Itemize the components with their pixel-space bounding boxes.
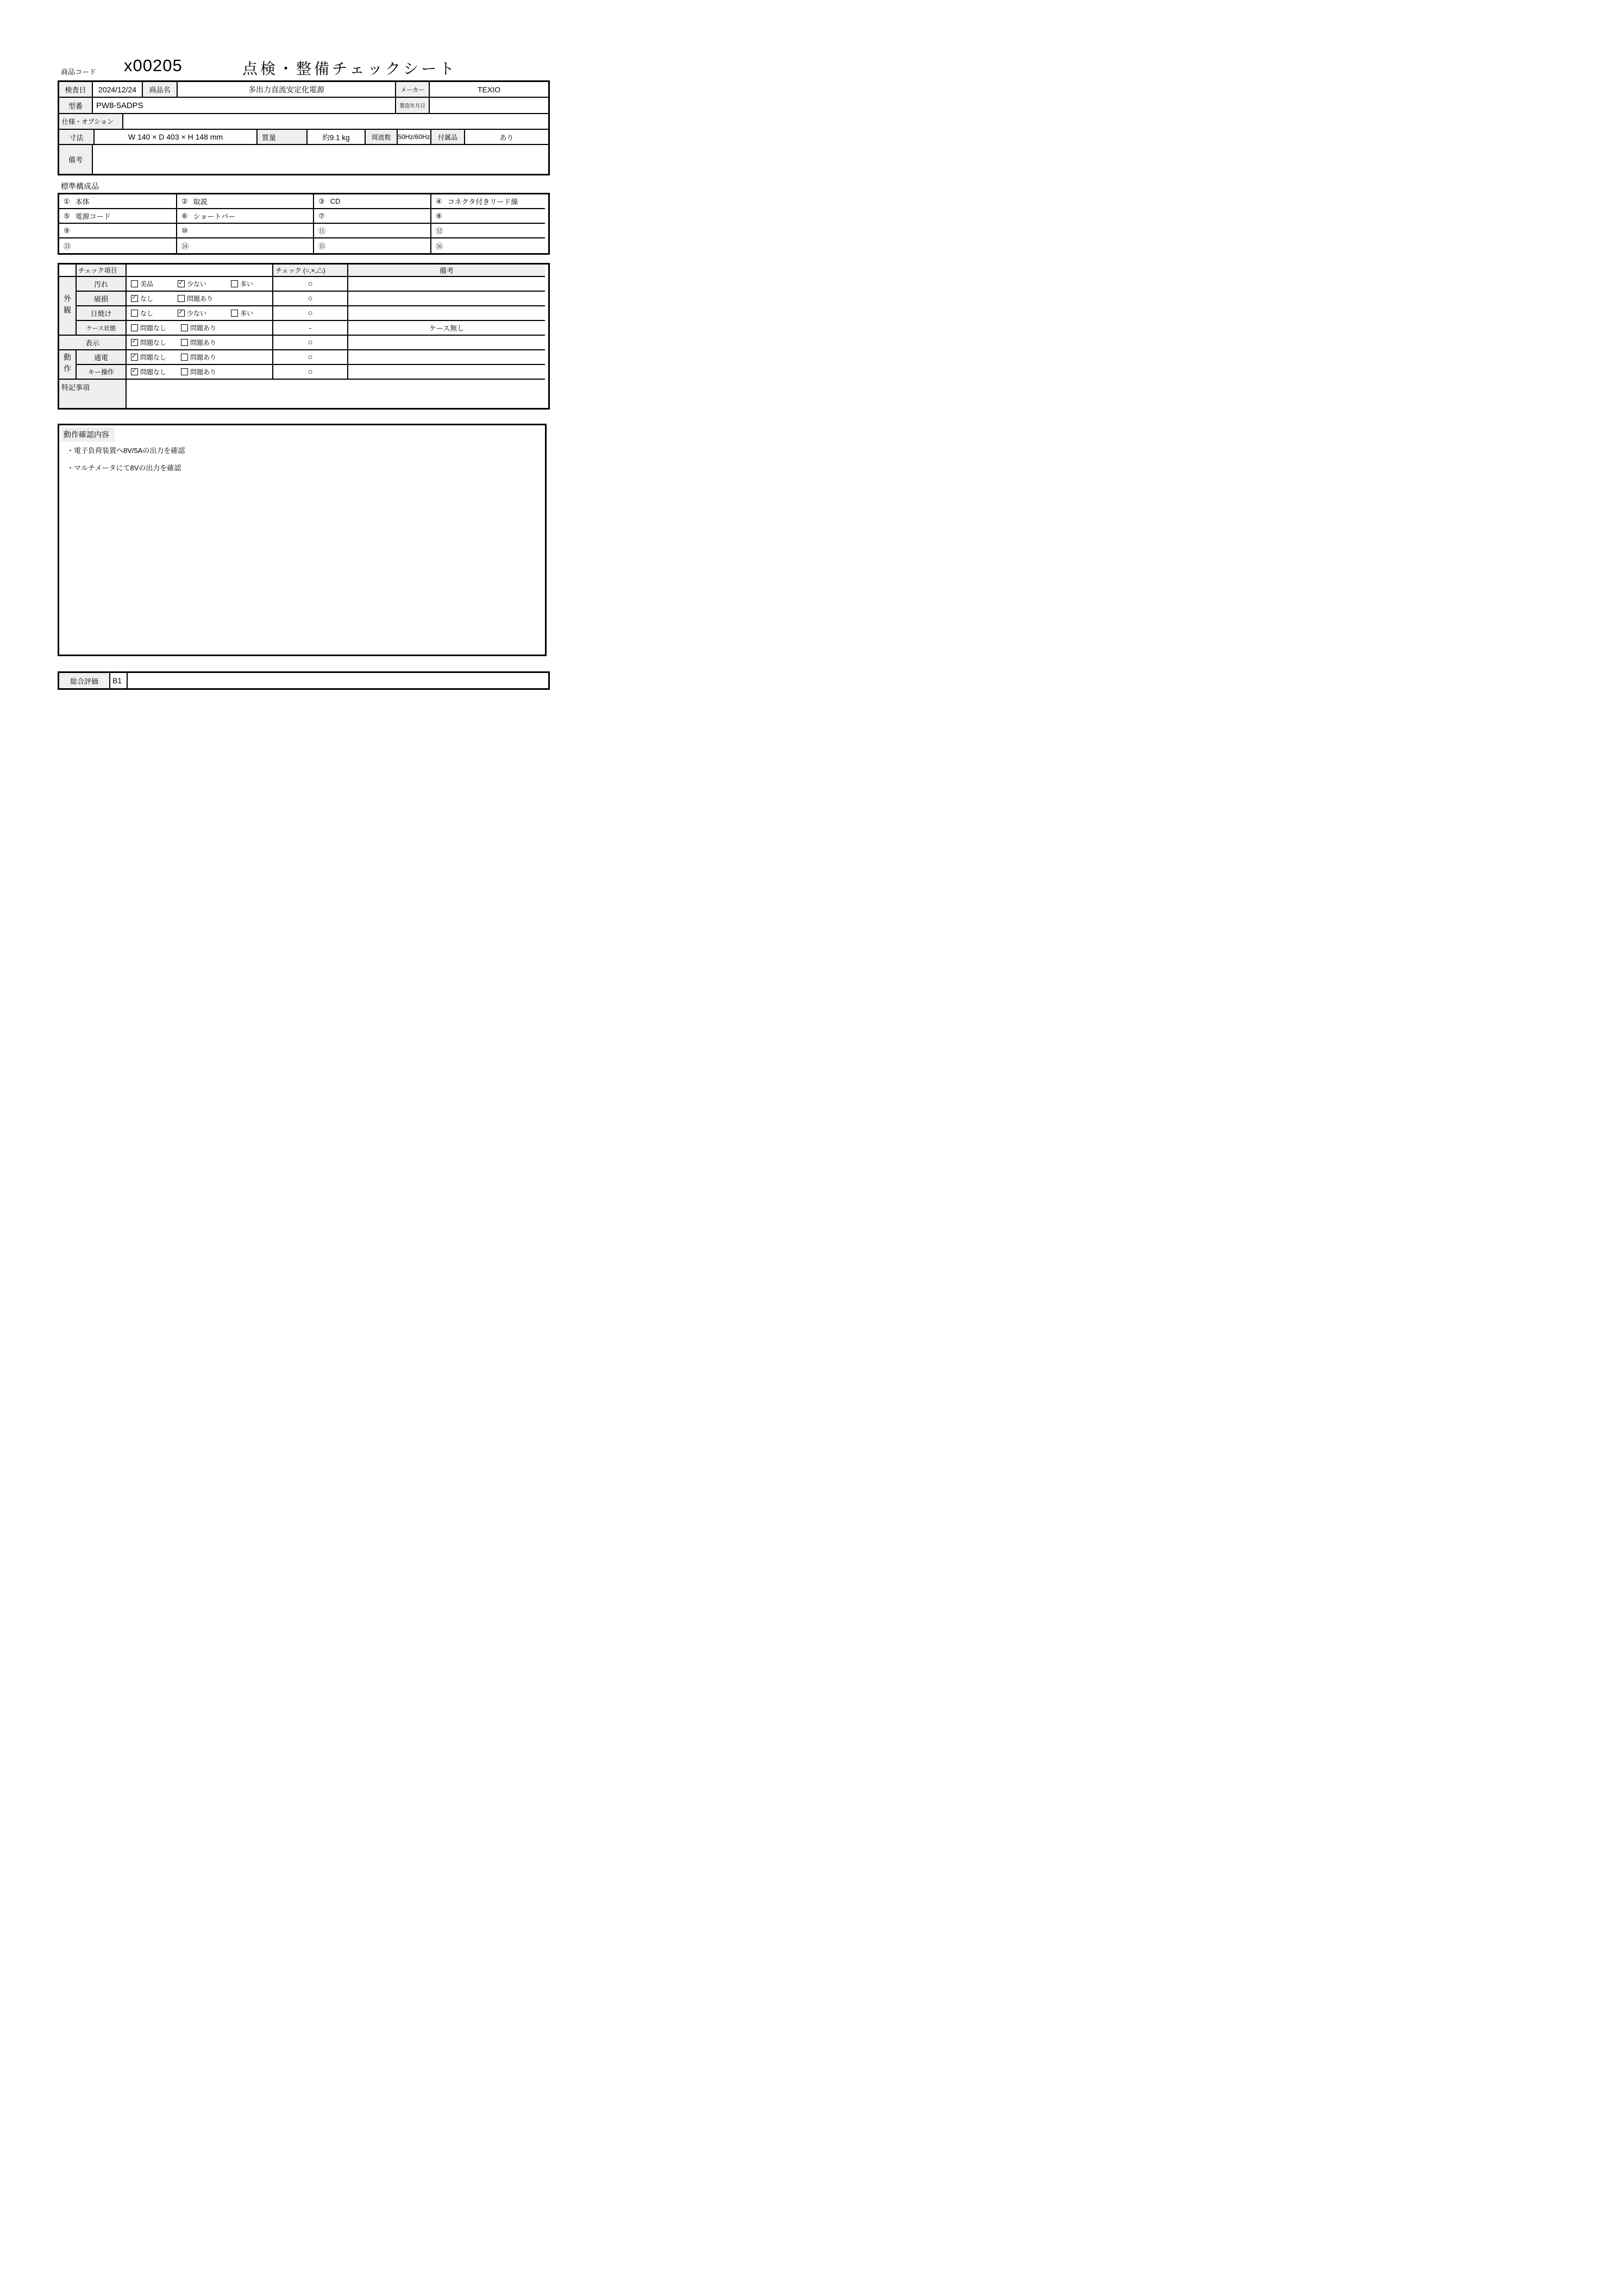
component-item: [314, 224, 431, 238]
option: 問題あり: [181, 353, 216, 362]
operation-check-box: [58, 424, 547, 656]
frequency-label: 周波数: [366, 130, 398, 144]
header-table: [58, 80, 550, 175]
mfg-date-label: 製造年月日: [396, 98, 430, 113]
checkbox-icon[interactable]: [178, 310, 185, 317]
check-mark: ○: [273, 292, 348, 306]
option: 問題あり: [181, 367, 216, 376]
operation-check-line: ・電子負荷装置へ8V/5Aの出力を確認: [67, 446, 185, 455]
check-mark: ○: [273, 306, 348, 321]
component-label: 取説: [193, 198, 208, 206]
page-title: 点検・整備チェックシート: [242, 60, 457, 77]
check-remarks: [348, 306, 545, 321]
check-row-label: 日焼け: [77, 306, 127, 321]
checkbox-icon[interactable]: [131, 354, 138, 361]
overall-evaluation-bar: [58, 671, 550, 690]
maker-value: TEXIO: [477, 85, 500, 94]
model-label: 型番: [59, 98, 93, 113]
checkbox-icon[interactable]: [178, 280, 185, 287]
check-row-label: 破損: [77, 292, 127, 306]
header-row-1: [59, 82, 548, 98]
option: 多い: [231, 309, 253, 318]
header-row-5: [59, 145, 548, 174]
component-label: CD: [330, 197, 341, 205]
header-row-2: [59, 98, 548, 114]
component-item: [59, 238, 177, 253]
product-code-value: x00205: [124, 56, 183, 75]
option: ✓ なし: [131, 294, 178, 303]
components-table: [58, 193, 550, 255]
check-mark: -: [273, 321, 348, 336]
checkbox-icon[interactable]: [131, 280, 138, 287]
overall-evaluation-label: 総合評価: [59, 673, 110, 688]
dimensions-value: W 140 × D 403 × H 148 mm: [95, 130, 258, 144]
maker-label: メーカー: [396, 82, 430, 97]
component-label: 本体: [75, 198, 90, 206]
checkbox-icon[interactable]: [178, 295, 185, 302]
check-header-check: チェック (○,×,△): [273, 265, 348, 277]
check-remarks: [348, 277, 545, 292]
component-num: ⑧: [436, 211, 442, 220]
check-remarks: ケース無し: [348, 321, 545, 336]
component-num: ⑩: [181, 226, 188, 235]
component-num: ⑦: [318, 211, 325, 220]
component-item: [177, 224, 314, 238]
check-mark: ○: [273, 350, 348, 365]
option: 問題なし: [131, 323, 181, 332]
checkbox-icon[interactable]: [231, 310, 238, 317]
component-num: ①: [64, 197, 70, 205]
check-row-label: ケース状態: [77, 321, 127, 336]
component-item: [314, 209, 431, 224]
component-item: [59, 209, 177, 224]
check-header-spacer: [59, 265, 77, 277]
checkbox-icon[interactable]: [131, 295, 138, 302]
component-item: [177, 209, 314, 224]
component-num: ⑮: [318, 242, 326, 250]
check-row-options: [127, 306, 273, 321]
check-row-options: [127, 336, 273, 350]
component-label: 電源コード: [75, 212, 111, 221]
component-num: ④: [436, 197, 442, 205]
option: 問題あり: [181, 338, 216, 347]
option: ✓ 問題なし: [131, 353, 181, 362]
option: 問題あり: [178, 294, 213, 303]
check-mark: ○: [273, 277, 348, 292]
check-row-label: キー操作: [77, 365, 127, 380]
component-item: [431, 194, 545, 209]
group-appearance-label: 外観: [59, 277, 77, 336]
accessories-value: あり: [499, 133, 514, 142]
weight-label: 質量: [258, 130, 308, 144]
component-num: ③: [318, 197, 325, 205]
option: ✓ 少ない: [178, 309, 231, 318]
check-row-label: 汚れ: [77, 277, 127, 292]
inspection-date-label: 検査日: [59, 82, 93, 97]
special-notes-label: 特記事項: [59, 380, 127, 408]
check-mark: ○: [273, 336, 348, 350]
check-row-label: 通電: [77, 350, 127, 365]
model-value: PW8-5ADPS: [93, 98, 396, 113]
check-header-item: チェック項目: [77, 265, 127, 277]
spec-option-value: [123, 114, 548, 129]
option: 問題あり: [181, 323, 216, 332]
check-row-label: 表示: [59, 336, 127, 350]
product-name-value: 多出力直流安定化電源: [178, 82, 396, 97]
accessories-label: 付属品: [431, 130, 465, 144]
operation-check-title: 動作確認内容: [61, 427, 115, 442]
component-num: ⑭: [181, 242, 189, 250]
check-row-options: [127, 365, 273, 380]
component-num: ⑬: [64, 242, 71, 250]
check-remarks: [348, 336, 545, 350]
weight-value: 約9.1 kg: [308, 130, 366, 144]
component-item: [314, 194, 431, 209]
component-item: [431, 224, 545, 238]
option: ✓ 問題なし: [131, 338, 181, 347]
remarks-value: [93, 145, 548, 174]
component-item: [314, 238, 431, 253]
check-header-options-spacer: [127, 265, 273, 277]
option: 美品: [131, 279, 178, 288]
component-num: ⑨: [64, 226, 70, 235]
components-section-title: 標準構成品: [61, 182, 99, 191]
option: 多い: [231, 279, 253, 288]
component-num: ⑤: [64, 211, 70, 220]
checkbox-icon[interactable]: [181, 354, 188, 361]
special-notes-value: [127, 380, 545, 408]
component-num: ⑪: [318, 227, 326, 235]
check-row-options: [127, 321, 273, 336]
component-item: [431, 209, 545, 224]
component-num: ②: [181, 197, 188, 205]
component-num: ⑯: [436, 242, 443, 250]
group-operation-label: 動作: [59, 350, 77, 380]
checkbox-icon[interactable]: [131, 339, 138, 346]
option: なし: [131, 309, 178, 318]
check-remarks: [348, 292, 545, 306]
check-remarks: [348, 365, 545, 380]
component-label: コネクタ付きリード線: [447, 198, 518, 206]
checkbox-icon[interactable]: [131, 368, 138, 375]
overall-comment-value: [128, 673, 548, 688]
check-row-options: [127, 292, 273, 306]
checkbox-icon[interactable]: [131, 324, 138, 331]
component-item: [59, 194, 177, 209]
overall-grade-value: B1: [110, 673, 128, 688]
option: ✓ 問題なし: [131, 367, 181, 376]
component-num: ⑥: [181, 211, 188, 220]
dimensions-label: 寸法: [59, 130, 95, 144]
checkbox-icon[interactable]: [131, 310, 138, 317]
product-code-label: 商品コード: [61, 68, 97, 76]
checkbox-icon[interactable]: [181, 339, 188, 346]
check-table: [58, 263, 550, 410]
inspection-date-value: 2024/12/24: [93, 82, 143, 97]
component-item: [431, 238, 545, 253]
remarks-label: 備考: [59, 145, 93, 174]
check-sheet-page: [0, 0, 595, 841]
check-row-options: [127, 277, 273, 292]
header-row-3: [59, 114, 548, 130]
component-item: [59, 224, 177, 238]
checkbox-icon[interactable]: [181, 324, 188, 331]
component-item: [177, 238, 314, 253]
check-row-options: [127, 350, 273, 365]
check-header-remarks: 備考: [348, 265, 545, 277]
header-row-4: [59, 130, 548, 145]
product-name-label: 商品名: [143, 82, 178, 97]
component-num: ⑫: [436, 227, 443, 235]
checkbox-icon[interactable]: [231, 280, 238, 287]
checkbox-icon[interactable]: [181, 368, 188, 375]
check-mark: ○: [273, 365, 348, 380]
component-label: ショートバー: [193, 212, 236, 221]
check-remarks: [348, 350, 545, 365]
option: ✓ 少ない: [178, 279, 231, 288]
mfg-date-value: [430, 98, 548, 113]
component-item: [177, 194, 314, 209]
spec-option-label: 仕様・オプション: [59, 114, 123, 129]
operation-check-line: ・マルチメータにて8Vの出力を確認: [67, 464, 181, 472]
frequency-value: 50Hz/60Hz: [398, 130, 431, 144]
